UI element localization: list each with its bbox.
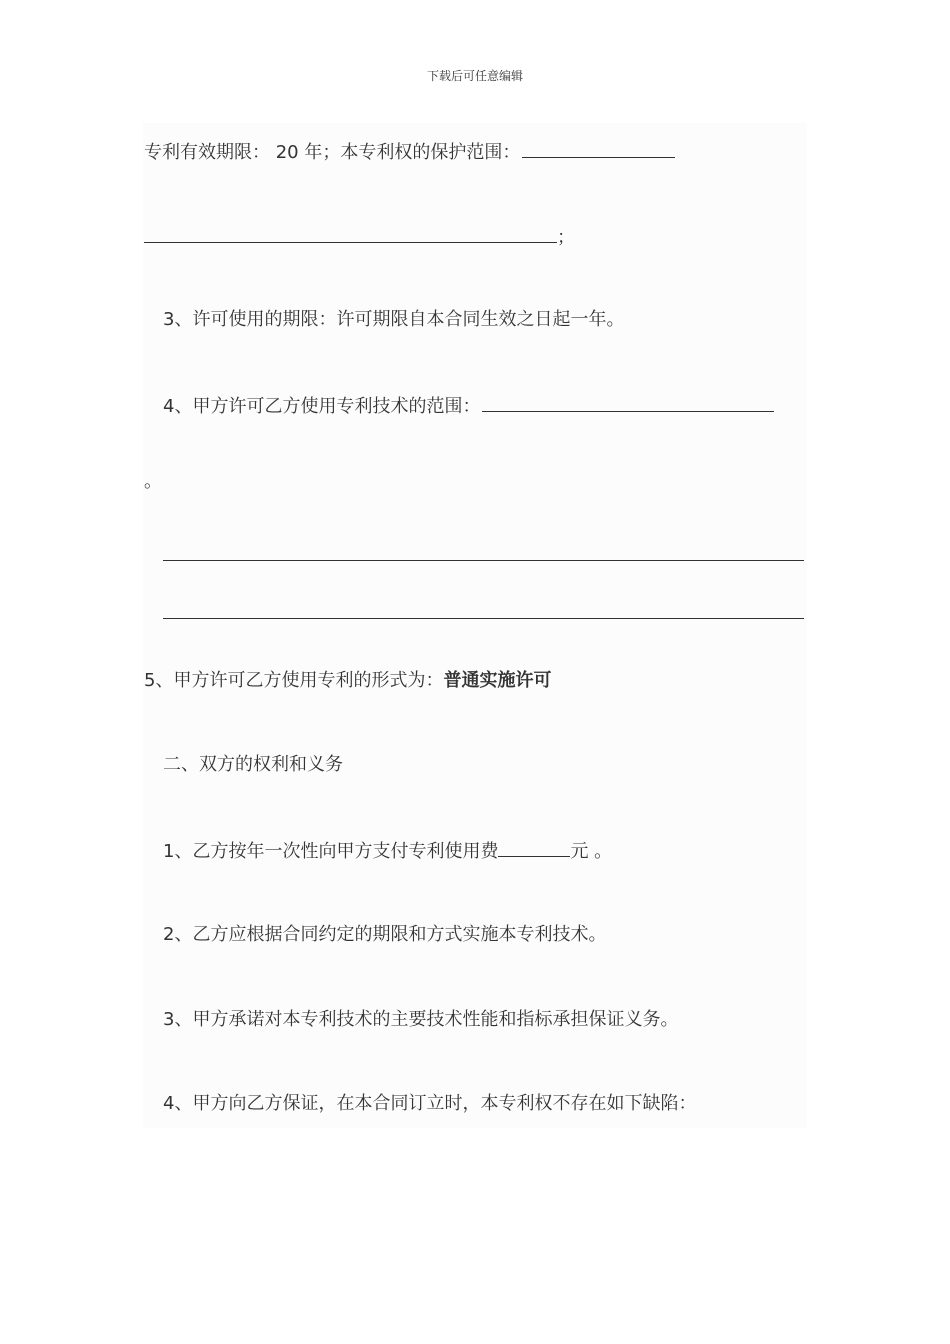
patent-term-line (144, 139, 675, 165)
license-scope-item (163, 393, 774, 419)
section-heading-rights: 二、双方的权利和义务 (163, 754, 343, 775)
fee-payment-item (163, 838, 612, 864)
license-term-item: 3、许可使用的期限：许可期限自本合同生效之日起一年。 (163, 309, 625, 330)
license-scope-text: 4、甲方许可乙方使用专利技术的范围： (163, 396, 481, 417)
semicolon: ； (557, 227, 575, 248)
fee-unit-text: 元 。 (570, 841, 613, 862)
fee-payment-text: 1、乙方按年一次性向甲方支付专利使用费 (163, 841, 499, 862)
license-form-value: 普通实施许可 (443, 670, 552, 691)
fill-in-line-1 (163, 560, 804, 561)
license-form-item (144, 669, 551, 693)
patent-term-text: 专利有效期限： 20 年；本专利权的保护范围： (144, 142, 521, 163)
license-form-text: 5、甲方许可乙方使用专利的形式为： (144, 670, 444, 691)
protection-scope-continuation (144, 224, 575, 250)
document-body (143, 123, 807, 1128)
protection-scope-blank-2 (144, 224, 557, 243)
page-header: 下载后可任意编辑 (426, 69, 523, 83)
guarantee-item: 4、甲方向乙方保证，在本合同订立时，本专利权不存在如下缺陷： (163, 1093, 697, 1114)
protection-scope-blank (522, 139, 675, 158)
fee-amount-blank (498, 838, 570, 857)
fill-in-line-2 (163, 618, 804, 619)
period-mark: 。 (144, 471, 162, 492)
license-scope-blank (482, 393, 774, 412)
implementation-item: 2、乙方应根据合同约定的期限和方式实施本专利技术。 (163, 924, 607, 945)
warranty-item: 3、甲方承诺对本专利技术的主要技术性能和指标承担保证义务。 (163, 1009, 679, 1030)
